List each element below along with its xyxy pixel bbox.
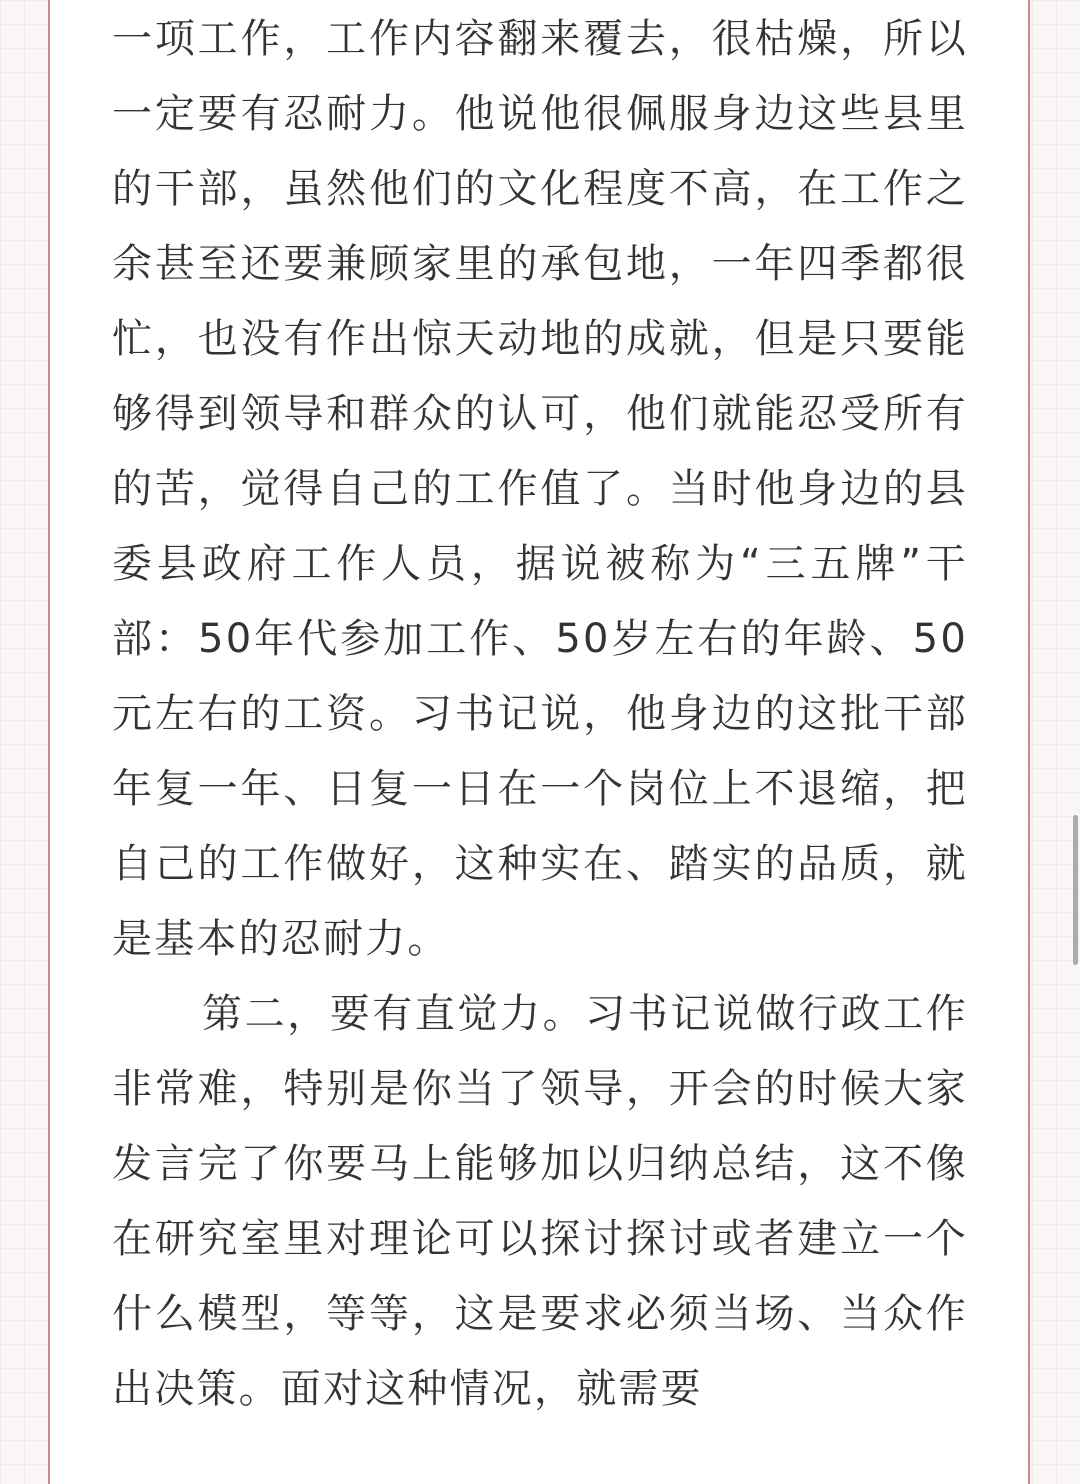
scrollbar-thumb[interactable] [1073, 815, 1078, 965]
article-paragraph-2: 第二，要有直觉力。习书记说做行政工作非常难，特别是你当了领导，开会的时候大家发言完了你要马上能够加以归纳总结，这不像在研究室里对理论可以探讨探讨或者建立一个什么模型，等等，这是要求必须当场、当众作出决策。面对这种情况，就需要 [112, 991, 968, 1412]
article-paragraph-1: 一项工作，工作内容翻来覆去，很枯燥，所以一定要有忍耐力。他说他很佩服身边这些县里的干部，虽然他们的文化程度不高，在工作之余甚至还要兼顾家里的承包地，一年四季都很忙，也没有作出惊天动地的成就，但是只要能够得到领导和群众的认可，他们就能忍受所有的苦，觉得自己的工作值了。当时他身边的县委县政府工作人员，据说被称为“三五牌”干部：50年代参加工作、50岁左右的年龄、50元左右的工资。习书记说，他身边的这批干部年复一年、日复一日在一个岗位上不退缩，把自己的工作做好，这种实在、踏实的品质，就是基本的忍耐力。 [112, 16, 968, 962]
article-body [112, 2, 968, 1427]
